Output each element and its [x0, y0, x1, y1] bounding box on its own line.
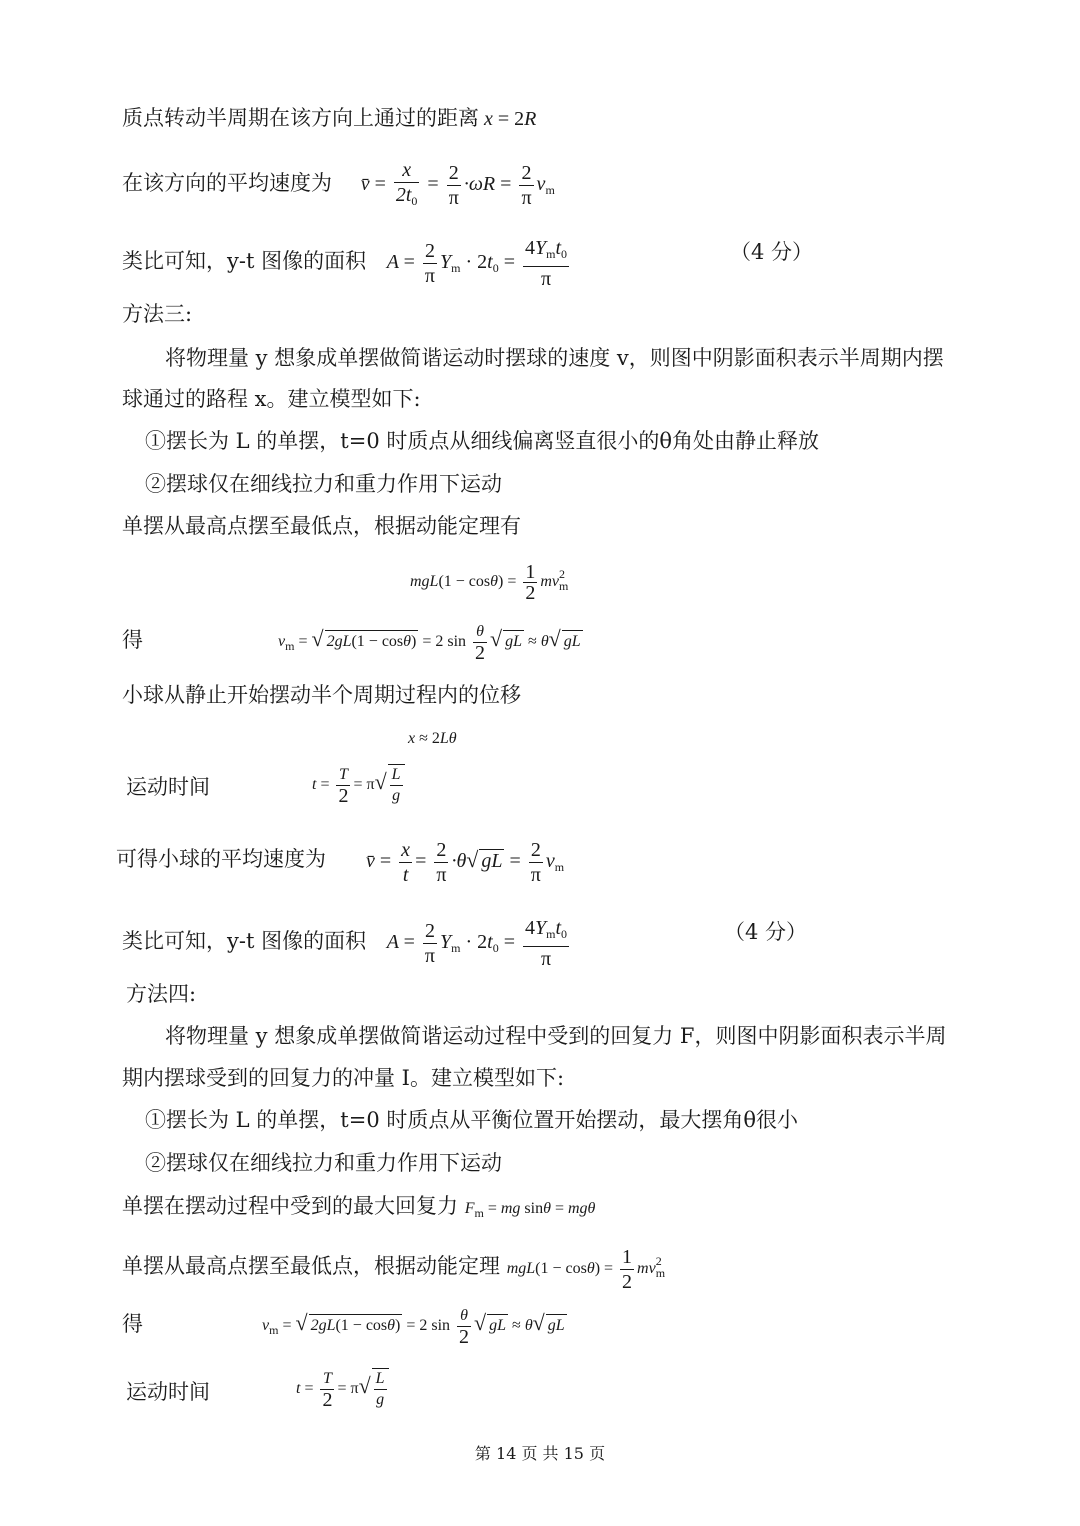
text-line: 类比可知，y-t 图像的面积 A = $\frac{2}{\pi}$ $Y_m \cdot 2t_0$ = $\frac{4Y_mt_0}{\pi}$: [122, 916, 572, 971]
condition-2: ②摆球仅在细线拉力和重力作用下运动: [145, 472, 502, 496]
text-line: 单摆在摆动过程中受到的最大回复力 $F_m$ = mg sinθ = mgθ: [122, 1194, 596, 1220]
score-label: （4 分）: [730, 240, 814, 264]
formula: A = $\frac{2}{\pi}$ $Y_m \cdot 2t_0$ = $\frac{4Y_mt_0}{\pi}$: [386, 237, 568, 290]
text-line: 运动时间: [126, 775, 210, 799]
formula: t = $\frac{T}{2}$ = π√ $\frac{L}{g}$: [312, 764, 408, 806]
formula: mgL(1 − cosθ) = $\frac{1}{2}$ $mv^2_m$: [410, 560, 569, 604]
condition-1: ①摆长为 L 的单摆，t=0 时质点从细线偏离竖直很小的θ角处由静止释放: [145, 429, 820, 453]
formula: $v_m$ = √ 2gL(1 − cosθ) = 2 sin $\frac{\theta}{2}$ √ gL ≈ θ√ gL: [278, 623, 581, 664]
formula: $v_m$ = √ 2gL(1 − cosθ) = 2 sin $\frac{\theta}{2}$ √ gL ≈ θ√ gL: [262, 1307, 565, 1348]
formula: x = 2R: [479, 108, 537, 130]
paragraph-line: 将物理量 y 想象成单摆做简谐运动过程中受到的回复力 F，则图中阴影面积表示半周: [165, 1024, 947, 1048]
text-line: 单摆从最高点摆至最低点，根据动能定理 mgL(1 − cosθ) = $\frac{1}{2}$ $mv^2_m$: [122, 1246, 666, 1293]
text-line: 类比可知，y-t 图像的面积 A = $\frac{2}{\pi}$ $Y_m \cdot 2t_0$ = $\frac{4Y_mt_0}{\pi}$: [122, 236, 572, 291]
page-footer: 第 14 页 共 15 页: [474, 1444, 606, 1463]
section-heading: 方法四:: [126, 982, 197, 1006]
text-line: 运动时间: [126, 1380, 210, 1404]
text-line: 单摆从最高点摆至最低点，根据动能定理有: [122, 514, 521, 538]
paragraph-line: 球通过的路程 x。建立模型如下:: [122, 387, 421, 411]
formula: $F_m$ = mg sinθ = mgθ: [464, 1200, 596, 1220]
section-heading: 方法三:: [122, 302, 193, 326]
formula: v̄ = $\frac{x}{2t_0}$ = $\frac{2}{\pi}$ ·ωR = $\frac{2}{\pi}$ $v_m$: [360, 159, 555, 209]
text-line: 小球从静止开始摆动半个周期过程内的位移: [122, 683, 521, 707]
formula: A = $\frac{2}{\pi}$ $Y_m \cdot 2t_0$ = $\frac{4Y_mt_0}{\pi}$: [386, 917, 568, 970]
text-line: 质点转动半周期在该方向上通过的距离 x = 2R: [122, 106, 537, 130]
score-label: （4 分）: [724, 920, 808, 944]
condition-1: ①摆长为 L 的单摆，t=0 时质点从平衡位置开始摆动，最大摆角θ很小: [145, 1108, 799, 1132]
formula: x ≈ 2Lθ: [408, 730, 457, 747]
formula: v̄ = $\frac{x}{t}$ = $\frac{2}{\pi}$ ·θ√ gL = $\frac{2}{\pi}$ $v_m$: [366, 839, 565, 886]
text-line: 得: [122, 1312, 143, 1336]
text-line: 得: [122, 628, 143, 652]
text-line: 在该方向的平均速度为 v̄ = $\frac{x}{2t_0}$ = $\frac{2}{\pi}$ ·ωR = $\frac{2}{\pi}$ $v_m$: [122, 159, 555, 209]
text-line: 可得小球的平均速度为: [116, 847, 326, 871]
formula: t = $\frac{T}{2}$ = π√ $\frac{L}{g}$: [296, 1368, 392, 1410]
condition-2: ②摆球仅在细线拉力和重力作用下运动: [145, 1151, 502, 1175]
paragraph-line: 期内摆球受到的回复力的冲量 I。建立模型如下:: [122, 1066, 565, 1090]
paragraph-line: 将物理量 y 想象成单摆做简谐运动时摆球的速度 v，则图中阴影面积表示半周期内摆: [165, 346, 944, 370]
formula: mgL(1 − cosθ) = $\frac{1}{2}$ $mv^2_m$: [506, 1246, 666, 1293]
